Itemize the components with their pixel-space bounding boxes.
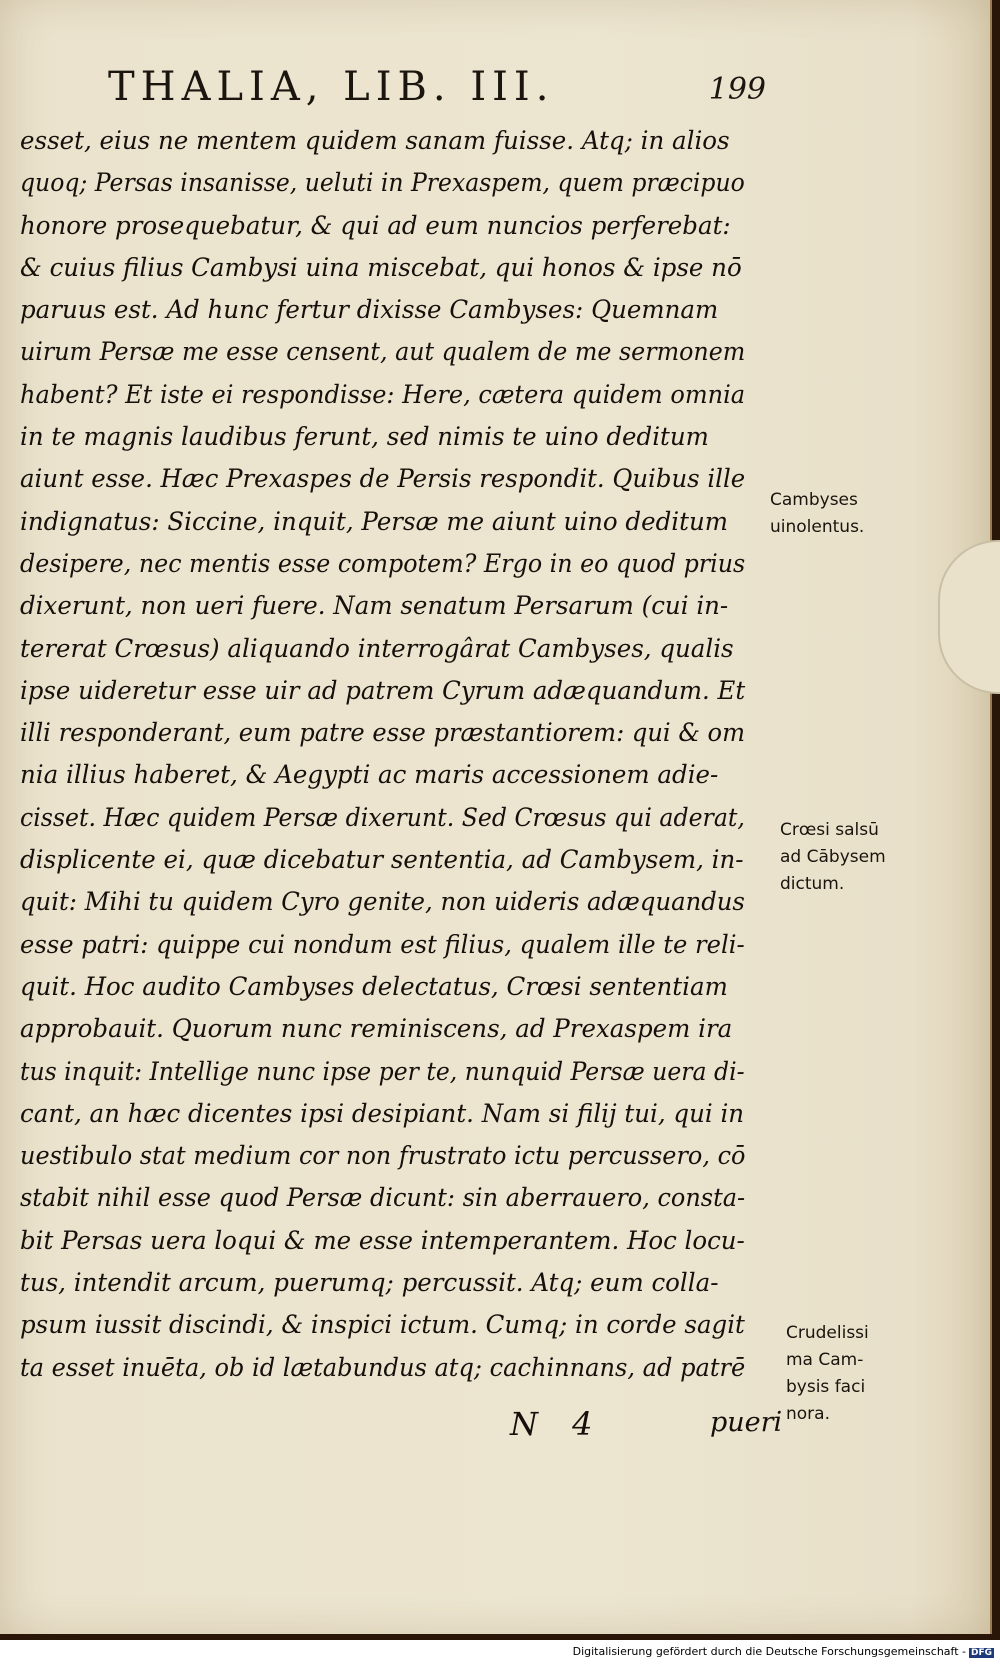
text-line: dixerunt, non ueri fuere. Nam senatum Persarum (cui in- xyxy=(20,591,729,621)
text-line: cant, an hæc dicentes ipsi desipiant. Nam si filij tui, qui in xyxy=(20,1098,745,1128)
running-head: THALIA, LIB. III. xyxy=(108,64,555,110)
text-line: displicente ei, quæ dicebatur sententia, ad Cambysem, in- xyxy=(20,845,744,875)
page-header xyxy=(108,62,766,122)
text-line: esset, eius ne mentem quidem sanam fuisse. Atq; in alios xyxy=(20,126,730,155)
text-line: quit. Hoc audito Cambyses delectatus, Crœsi sententiam xyxy=(20,971,728,1001)
text-line: cisset. Hæc quidem Persæ dixerunt. Sed Crœsus qui aderat, xyxy=(20,802,745,832)
marginal-line: uinolentus. xyxy=(770,517,865,537)
text-line: honore prosequebatur, & qui ad eum nuncios perferebat: xyxy=(20,210,731,240)
marginal-line: ad Cābysem xyxy=(780,847,886,867)
text-line: ta esset inuēta, ob id lætabundus atq; cachinnans, ad patrē xyxy=(20,1352,746,1382)
main-text-block xyxy=(20,120,760,1389)
text-line: paruus est. Ad hunc fertur dixisse Cambyses: Quemnam xyxy=(20,295,719,325)
text-line: psum iussit discindi, & inspici ictum. Cumq; in corde sagit xyxy=(20,1310,745,1340)
marginal-line: dictum. xyxy=(780,874,845,894)
marginal-line: ma Cam- xyxy=(786,1350,864,1370)
marginal-note-crudelissima xyxy=(786,1320,869,1428)
catchword: pueri xyxy=(710,1407,783,1438)
text-line: & cuius filius Cambysi uina miscebat, qui honos & ipse nō xyxy=(20,252,742,282)
marginal-line: Cambyses xyxy=(770,490,858,510)
text-line: indignatus: Siccine, inquit, Persæ me aiunt uino deditum xyxy=(20,506,728,536)
text-line: desipere, nec mentis esse compotem? Ergo in eo quod prius xyxy=(20,548,746,578)
text-line: in te magnis laudibus ferunt, sed nimis te uino deditum xyxy=(20,422,709,452)
dfg-logo: DFG xyxy=(970,1648,992,1658)
marginal-line: Crœsi salsū xyxy=(780,820,879,840)
marginal-note-cambyses xyxy=(770,487,864,541)
page-edge-fold xyxy=(938,540,1000,694)
text-line: tererat Crœsus) aliquando interrogârat Cambyses, qualis xyxy=(20,633,734,663)
text-line: approbauit. Quorum nunc reminiscens, ad Prexaspem ira xyxy=(20,1014,733,1044)
text-line: aiunt esse. Hæc Prexaspes de Persis respondit. Quibus ille xyxy=(20,464,746,494)
text-line: bit Persas uera loqui & me esse intemperantem. Hoc locu- xyxy=(20,1225,745,1255)
text-line: tus inquit: Intellige nunc ipse per te, nunquid Persæ uera di- xyxy=(20,1056,745,1086)
marginal-line: Crudelissi xyxy=(786,1323,869,1343)
text-line: ipse uideretur esse uir ad patrem Cyrum adæquandum. Et xyxy=(20,675,746,705)
text-line: nia illius haberet, & Aegypti ac maris accessionem adie- xyxy=(20,760,719,790)
signature-mark: N 4 xyxy=(510,1405,605,1443)
text-line: esse patri: quippe cui nondum est filius, qualem ille te reli- xyxy=(20,929,745,959)
text-line: illi responderant, eum patre esse præstantiorem: qui & om xyxy=(20,718,745,748)
text-line: quit: Mihi tu quidem Cyro genite, non uideris adæquandus xyxy=(20,887,745,917)
marginal-note-croesus xyxy=(780,817,886,898)
marginal-line: nora. xyxy=(786,1404,830,1424)
credit-text: Digitalisierung gefördert durch die Deutsche Forschungsgemeinschaft - xyxy=(572,1645,966,1658)
text-line: habent? Et iste ei respondisse: Here, cætera quidem omnia xyxy=(20,379,746,409)
text-line: uestibulo stat medium cor non frustrato ictu percussero, cō xyxy=(20,1141,746,1171)
text-line: quoq; Persas insanisse, ueluti in Prexaspem, quem præcipuo xyxy=(20,168,745,198)
text-line: tus, intendit arcum, puerumq; percussit. Atq; eum colla- xyxy=(20,1268,719,1298)
signature-line xyxy=(510,1405,783,1445)
text-line: uirum Persæ me esse censent, aut qualem de me sermonem xyxy=(20,337,746,367)
digitization-credit xyxy=(573,1645,994,1661)
marginal-line: bysis faci xyxy=(786,1377,866,1397)
page-number: 199 xyxy=(708,72,766,107)
text-line: stabit nihil esse quod Persæ dicunt: sin aberrauero, consta- xyxy=(20,1183,746,1213)
